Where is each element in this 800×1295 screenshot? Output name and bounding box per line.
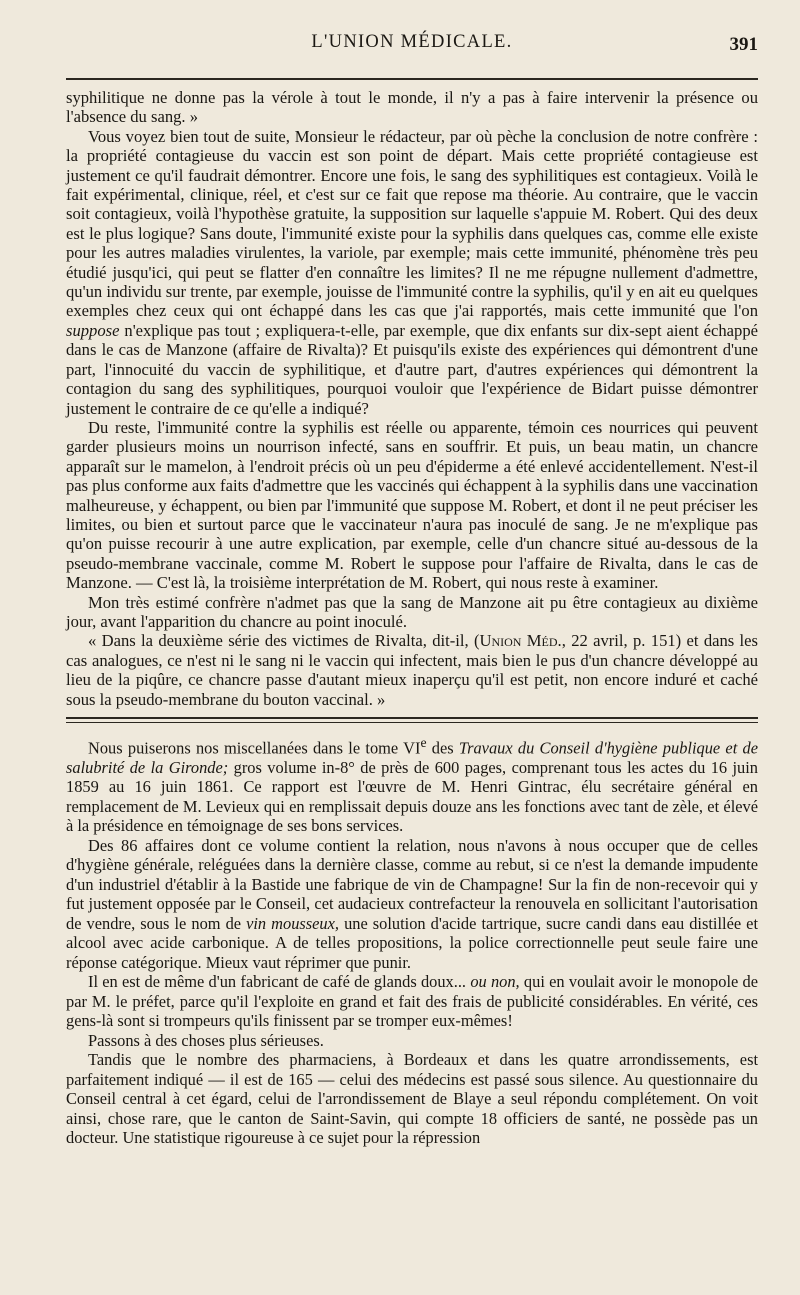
quote-text: , 22 avril, p. 151) et dans les cas analogues, ce n'est ni le sang ni le vaccin qui infectent, mais bien le pus d'un chancre développé au lieu de la piqûre, ce chancre passe d'autant mieux inaperçu qu'il est petit, non encore induré et caché sous la pseudo-membrane du bouton vaccinal. » [66, 631, 758, 709]
header-rule [66, 78, 758, 80]
paragraph-text: Il en est de même d'un fabricant de café de glands doux... [88, 972, 471, 992]
paragraph: Passons à des choses plus sérieuses. [88, 1030, 324, 1050]
paragraph-text: des [426, 738, 459, 758]
paragraph: Mon très estimé confrère n'admet pas que la sang de Manzone ait pu être contagieux au dixième jour, avant l'apparition du chancre au point inoculé. [66, 592, 758, 631]
paragraph [66, 733, 758, 836]
italic-word: suppose [66, 320, 120, 340]
paragraph: Tandis que le nombre des pharmaciens, à Bordeaux et dans les quatre arrondissements, est parfaitement indiqué — il est de 165 — celui des médecins est passé sous silence. Au questionnaire du Conseil central à cet égard, celui de l'arrondissement de Blaye a seul répondu complétement. On voit ainsi, chose rare, que le canton de Saint-Savin, qui compte 18 officiers de santé, ne possède pas un docteur. Une statistique rigoureuse à ce sujet pour la répression [66, 1050, 758, 1148]
miscellany-section [66, 733, 758, 1148]
paragraph-text: qui en voulait avoir le monopole de par M. le préfet, parce qu'il l'exploite en grand et fait des frais de publicité considérables. En vérité, ces gens-là sont si trompeurs qu'ils finissent par se tromper eux-mêmes! [66, 972, 759, 1031]
paragraph-text: Vous voyez bien tout de suite, Monsieur le rédacteur, par où pèche la conclusion de notre confrère : la propriété contagieuse du vaccin est son point de départ. Mais cette propriété contagieuse est justement ce qu'il faudrait démontrer. Encore une fois, le sang des syphilitiques est contagieux. Voilà le fait expérimental, clinique, réel, et c'est sur ce fait que repose ma théorie. Au contraire, que le vaccin soit contagieux, voilà l'hypothèse gratuite, la supposition sur laquelle s'appuie M. Robert. Qui des deux est le plus logique? Sans doute, l'immunité existe pour la syphilis dans quelques cas, comme elle existe pour les autres maladies virulentes, la variole, par exemple; mais cette immunité, phénomène très peu étudié jusqu'ici, qui peut se flatter d'en connaître les limites? Il ne me répugne nullement d'admettre, qu'un individu sur trente, par exemple, jouisse de l'immunité contre la syphilis, qu'il y en ait eu quelques exemples chez ceux qui ont échappé dans les cas que j'ai rapportés, mais cette immunité que l'on [66, 126, 758, 321]
quote-text: « Dans la deuxième série des victimes de Rivalta, dit-il, ( [88, 631, 480, 651]
paragraph-text: une solution d'acide tartrique, sucre candi dans eau distillée et alcool avec acide carbonique. A de telles propositions, la police correctionnelle peut seule faire une réponse catégorique. Mieux vaut réprimer que punir. [66, 913, 759, 972]
paragraph-text: gros volume in-8° de près de 600 pages, comprenant tous les actes du 16 juin 1859 au 16 juin 1861. Ce rapport est l'œuvre de M. Henri Gintrac, élu secrétaire général en remplacement de M. Levieux qui en remplissait depuis douze ans les fonctions avec tant de zèle, et élevé à la présidence en témoignage de ses bons services. [66, 757, 758, 836]
italic-phrase: vin mousseux, [246, 913, 340, 933]
page-number: 391 [729, 34, 758, 55]
paragraph [66, 127, 758, 418]
italic-title: Travaux du Conseil d'hygiène publique et de salubrité de la Gironde; [66, 738, 758, 777]
paragraph: syphilitique ne donne pas la vérole à tout le monde, il n'y a pas à faire intervenir la présence ou l'absence du sang. » [66, 88, 758, 127]
paragraph: Du reste, l'immunité contre la syphilis est réelle ou apparente, témoin ces nourrices qui peuvent garder plusieurs moins un nourrison infecté, sans en souffrir. Et puis, un beau matin, un chancre apparaît sur le mamelon, à l'endroit précis où un peu d'épiderme a été enlevé accidentellement. N'est-il pas plus conforme aux faits d'admettre que les vaccinés qui échappent à la syphilis dans une vaccination malheureuse, y échappent, ou bien par l'immunité que suppose M. Robert, et dont il ne peut préciser les limites, ou bien et surtout parce que le vaccinateur n'aura pas inoculé de sang. Je ne m'explique pas qu'on puisse recourir à une autre explication, par exemple, celle d'un chancre situé au-dessous de la pseudo-membrane vaccinale, comme M. Robert le suppose pour l'affaire de Rivalta, dans le cas de Manzone. — C'est là, la troisième interprétation de M. Robert, qui nous reste à examiner. [66, 417, 758, 593]
italic-phrase: ou non, [470, 972, 520, 992]
running-title: L'UNION MÉDICALE. [311, 32, 513, 52]
superscript: e [420, 735, 427, 750]
section-separator [66, 717, 758, 723]
page-header [66, 28, 758, 72]
paragraph-text: Nous puiserons nos miscellanées dans le tome VI [88, 738, 421, 758]
paragraph-text: Des 86 affaires dont ce volume contient la relation, nous n'avons à nous occuper que de celles d'hygiène générale, reléguées dans la dernière classe, comme au rebut, si ce n'est la demande impudente d'un industriel d'établir à la Bastide une fabrique de vin de Champagne! Sur la fin de non-recevoir qui y fut justement opposée par le Conseil, cet audacieux contrefacteur la renouvela en sollicitant l'autorisation de vendre, sous le nom de [66, 835, 758, 933]
letter-section [66, 88, 758, 709]
journal-reference: Union Méd. [479, 631, 562, 651]
paragraph [66, 836, 758, 973]
paragraph [66, 972, 758, 1031]
paragraph [66, 631, 758, 709]
paragraph-text: n'explique pas tout ; expliquera-t-elle, par exemple, que dix enfants sur dix-sept aient échappé dans le cas de Manzone (affaire de Rivalta)? Et puisqu'ils existe des expériences qui démontrent d'une part, l'innocuité du vaccin de syphilitique, et d'autre part, d'autres expériences qui démontrent la contagion du sang des syphilitiques, pourquoi vouloir que l'expérience de Bidart puisse démontrer justement le contraire de ce qu'elle a indiqué? [66, 320, 758, 418]
